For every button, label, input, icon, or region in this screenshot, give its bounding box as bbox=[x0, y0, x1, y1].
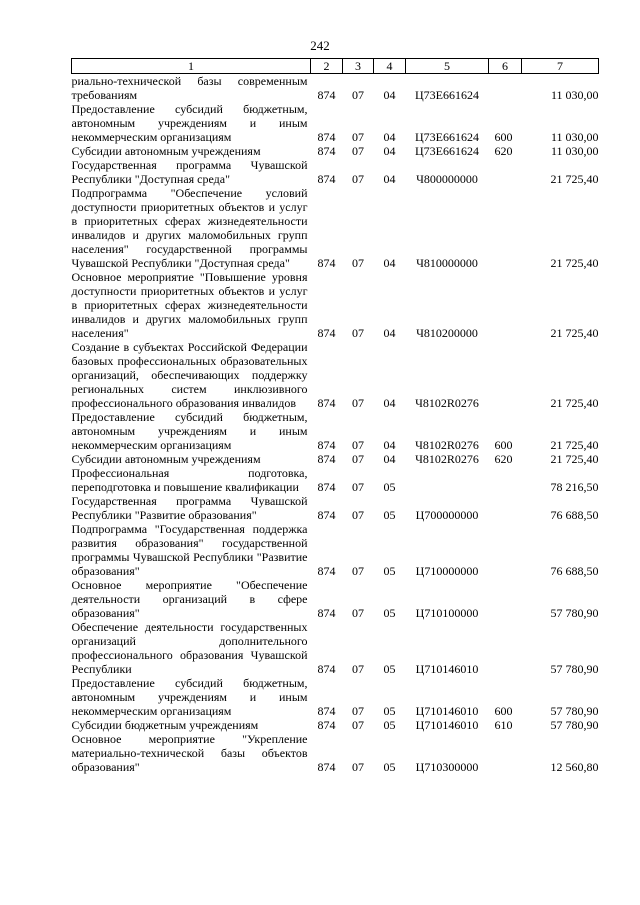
header-col-3: 3 bbox=[343, 59, 374, 74]
row-name: Субсидии автономным учреждениям bbox=[71, 144, 261, 158]
row-section: 07 bbox=[352, 760, 364, 774]
row-name: Предоставление субсидий бюджетным, автономным учреждениям и иным некоммерческим организациям bbox=[71, 410, 308, 452]
row-target-article: Ч810200000 bbox=[416, 326, 478, 340]
table-row bbox=[72, 732, 599, 774]
row-expense-type: 600 bbox=[494, 438, 513, 452]
row-section: 07 bbox=[352, 326, 364, 340]
row-name: Предоставление субсидий бюджетным, автономным учреждениям и иным некоммерческим организациям bbox=[71, 102, 308, 144]
row-name: Субсидии бюджетным учреждениям bbox=[71, 718, 259, 732]
row-target-article: Ч810000000 bbox=[416, 256, 478, 270]
row-name: Профессиональная подготовка, переподготовка и повышение квалификации bbox=[71, 466, 308, 494]
row-amount: 76 688,50 bbox=[550, 508, 599, 522]
row-subsection: 05 bbox=[383, 508, 396, 522]
row-ministry-code: 874 bbox=[317, 718, 336, 732]
row-expense-type: 600 bbox=[494, 130, 513, 144]
row-expense-type bbox=[489, 494, 522, 522]
row-amount: 76 688,50 bbox=[550, 564, 599, 578]
row-target-article: Ц700000000 bbox=[415, 508, 479, 522]
row-name: Создание в субъектах Российской Федерации базовых профессиональных образовательных организаций, обеспечивающих поддержку региональных систем инклюзивного профессионального образования инвалидов bbox=[71, 340, 308, 410]
row-ministry-code: 874 bbox=[317, 130, 336, 144]
row-ministry-code: 874 bbox=[317, 452, 336, 466]
table-row bbox=[72, 144, 599, 158]
row-section: 07 bbox=[352, 130, 364, 144]
budget-table bbox=[71, 58, 598, 774]
row-amount: 57 780,90 bbox=[550, 662, 599, 676]
row-subsection: 05 bbox=[383, 718, 396, 732]
row-target-article: Ц710100000 bbox=[415, 606, 479, 620]
row-section: 07 bbox=[352, 144, 364, 158]
header-col-1: 1 bbox=[72, 59, 311, 74]
table-row bbox=[72, 494, 599, 522]
row-expense-type: 620 bbox=[494, 144, 513, 158]
row-name: Основное мероприятие "Укрепление материально-технической базы объектов образования" bbox=[71, 732, 308, 774]
row-expense-type: 620 bbox=[494, 452, 513, 466]
row-ministry-code: 874 bbox=[317, 508, 336, 522]
row-section: 07 bbox=[352, 662, 364, 676]
row-ministry-code: 874 bbox=[317, 396, 336, 410]
table-row bbox=[72, 158, 599, 186]
row-section: 07 bbox=[352, 396, 364, 410]
table-row bbox=[72, 340, 599, 410]
row-name: Основное мероприятие "Повышение уровня доступности приоритетных объектов и услуг в приоритетных сферах жизнедеятельности инвалидов и других маломобильных групп населения" bbox=[71, 270, 308, 340]
header-col-2: 2 bbox=[311, 59, 343, 74]
row-subsection: 04 bbox=[383, 438, 396, 452]
row-section: 07 bbox=[352, 88, 364, 102]
row-name: Предоставление субсидий бюджетным, автономным учреждениям и иным некоммерческим организациям bbox=[71, 676, 308, 718]
row-subsection: 05 bbox=[383, 606, 396, 620]
row-expense-type bbox=[489, 466, 522, 494]
row-ministry-code: 874 bbox=[317, 326, 336, 340]
row-ministry-code: 874 bbox=[317, 172, 336, 186]
row-name: Подпрограмма "Обеспечение условий доступности приоритетных объектов и услуг в приоритетных сферах жизнедеятельности инвалидов и других маломобильных групп населения" государственной программы Чувашской Республики "Доступная среда" bbox=[71, 186, 308, 270]
table-row bbox=[72, 452, 599, 466]
row-name: Государственная программа Чувашской Республики "Доступная среда" bbox=[71, 158, 308, 186]
row-subsection: 04 bbox=[383, 172, 396, 186]
row-target-article: Ц73Е661624 bbox=[415, 144, 479, 158]
row-name: Обеспечение деятельности государственных организаций дополнительного профессионального образования Чувашской Республики bbox=[71, 620, 308, 676]
header-col-7: 7 bbox=[522, 59, 599, 74]
row-subsection: 05 bbox=[383, 662, 396, 676]
row-expense-type bbox=[489, 578, 522, 620]
row-amount: 78 216,50 bbox=[550, 480, 599, 494]
row-name: Государственная программа Чувашской Республики "Развитие образования" bbox=[71, 494, 308, 522]
row-section: 07 bbox=[352, 508, 364, 522]
row-target-article bbox=[406, 466, 489, 494]
row-amount: 21 725,40 bbox=[550, 438, 599, 452]
row-amount: 21 725,40 bbox=[550, 172, 599, 186]
table-row bbox=[72, 620, 599, 676]
row-section: 07 bbox=[352, 718, 364, 732]
row-subsection: 04 bbox=[383, 88, 396, 102]
row-subsection: 04 bbox=[383, 144, 396, 158]
row-section: 07 bbox=[352, 452, 364, 466]
row-name: Подпрограмма "Государственная поддержка развития образования" государственной программы Чувашской Республики "Развитие образования" bbox=[71, 522, 308, 578]
row-expense-type bbox=[489, 620, 522, 676]
row-amount: 11 030,00 bbox=[550, 130, 599, 144]
row-section: 07 bbox=[352, 438, 364, 452]
table-row bbox=[72, 102, 599, 144]
row-section: 07 bbox=[352, 564, 364, 578]
row-section: 07 bbox=[352, 256, 364, 270]
row-expense-type bbox=[489, 732, 522, 774]
row-amount: 21 725,40 bbox=[550, 396, 599, 410]
row-section: 07 bbox=[352, 606, 364, 620]
row-expense-type bbox=[489, 186, 522, 270]
row-target-article: Ч800000000 bbox=[416, 172, 478, 186]
row-target-article: Ч8102R0276 bbox=[415, 396, 479, 410]
row-ministry-code: 874 bbox=[317, 760, 336, 774]
row-subsection: 04 bbox=[383, 256, 396, 270]
row-ministry-code: 874 bbox=[317, 480, 336, 494]
row-name: Основное мероприятие "Обеспечение деятельности организаций в сфере образования" bbox=[71, 578, 308, 620]
header-col-6: 6 bbox=[489, 59, 522, 74]
table-row bbox=[72, 270, 599, 340]
table-body bbox=[72, 74, 599, 775]
row-expense-type: 610 bbox=[494, 718, 513, 732]
table-row bbox=[72, 74, 599, 103]
row-subsection: 04 bbox=[383, 326, 396, 340]
row-ministry-code: 874 bbox=[317, 438, 336, 452]
row-target-article: Ч8102R0276 bbox=[415, 452, 479, 466]
row-target-article: Ц710146010 bbox=[415, 704, 479, 718]
row-name: Субсидии автономным учреждениям bbox=[71, 452, 261, 466]
row-subsection: 05 bbox=[383, 564, 396, 578]
row-subsection: 05 bbox=[383, 480, 396, 494]
row-amount: 11 030,00 bbox=[550, 144, 599, 158]
row-ministry-code: 874 bbox=[317, 144, 336, 158]
row-ministry-code: 874 bbox=[317, 606, 336, 620]
table-row bbox=[72, 522, 599, 578]
row-expense-type bbox=[489, 270, 522, 340]
header-col-4: 4 bbox=[374, 59, 406, 74]
row-target-article: Ц73Е661624 bbox=[415, 88, 479, 102]
row-ministry-code: 874 bbox=[317, 256, 336, 270]
row-amount: 57 780,90 bbox=[550, 718, 599, 732]
row-expense-type bbox=[489, 74, 522, 103]
row-amount: 21 725,40 bbox=[550, 256, 599, 270]
row-expense-type bbox=[489, 340, 522, 410]
header-col-5: 5 bbox=[406, 59, 489, 74]
row-target-article: Ч8102R0276 bbox=[415, 438, 479, 452]
row-amount: 12 560,80 bbox=[550, 760, 599, 774]
row-ministry-code: 874 bbox=[317, 564, 336, 578]
row-ministry-code: 874 bbox=[317, 662, 336, 676]
table-row bbox=[72, 676, 599, 718]
row-subsection: 04 bbox=[383, 130, 396, 144]
row-subsection: 05 bbox=[383, 704, 396, 718]
row-target-article: Ц73Е661624 bbox=[415, 130, 479, 144]
row-section: 07 bbox=[352, 704, 364, 718]
row-subsection: 05 bbox=[383, 760, 396, 774]
row-section: 07 bbox=[352, 480, 364, 494]
row-target-article: Ц710146010 bbox=[415, 662, 479, 676]
row-target-article: Ц710300000 bbox=[415, 760, 479, 774]
row-amount: 57 780,90 bbox=[550, 704, 599, 718]
row-expense-type bbox=[489, 158, 522, 186]
page-number: 242 bbox=[310, 38, 330, 53]
table-row bbox=[72, 466, 599, 494]
row-expense-type bbox=[489, 522, 522, 578]
table-row bbox=[72, 410, 599, 452]
row-amount: 11 030,00 bbox=[550, 88, 599, 102]
row-subsection: 04 bbox=[383, 452, 396, 466]
table-row bbox=[72, 186, 599, 270]
row-name: риально-технической базы современным требованиям bbox=[71, 74, 308, 102]
row-amount: 57 780,90 bbox=[550, 606, 599, 620]
row-target-article: Ц710146010 bbox=[415, 718, 479, 732]
row-ministry-code: 874 bbox=[317, 88, 336, 102]
row-expense-type: 600 bbox=[494, 704, 513, 718]
row-amount: 21 725,40 bbox=[550, 326, 599, 340]
row-target-article: Ц710000000 bbox=[415, 564, 479, 578]
row-section: 07 bbox=[352, 172, 364, 186]
row-amount: 21 725,40 bbox=[550, 452, 599, 466]
row-subsection: 04 bbox=[383, 396, 396, 410]
table-row bbox=[72, 578, 599, 620]
table-row bbox=[72, 718, 599, 732]
row-ministry-code: 874 bbox=[317, 704, 336, 718]
table-header bbox=[72, 59, 599, 74]
